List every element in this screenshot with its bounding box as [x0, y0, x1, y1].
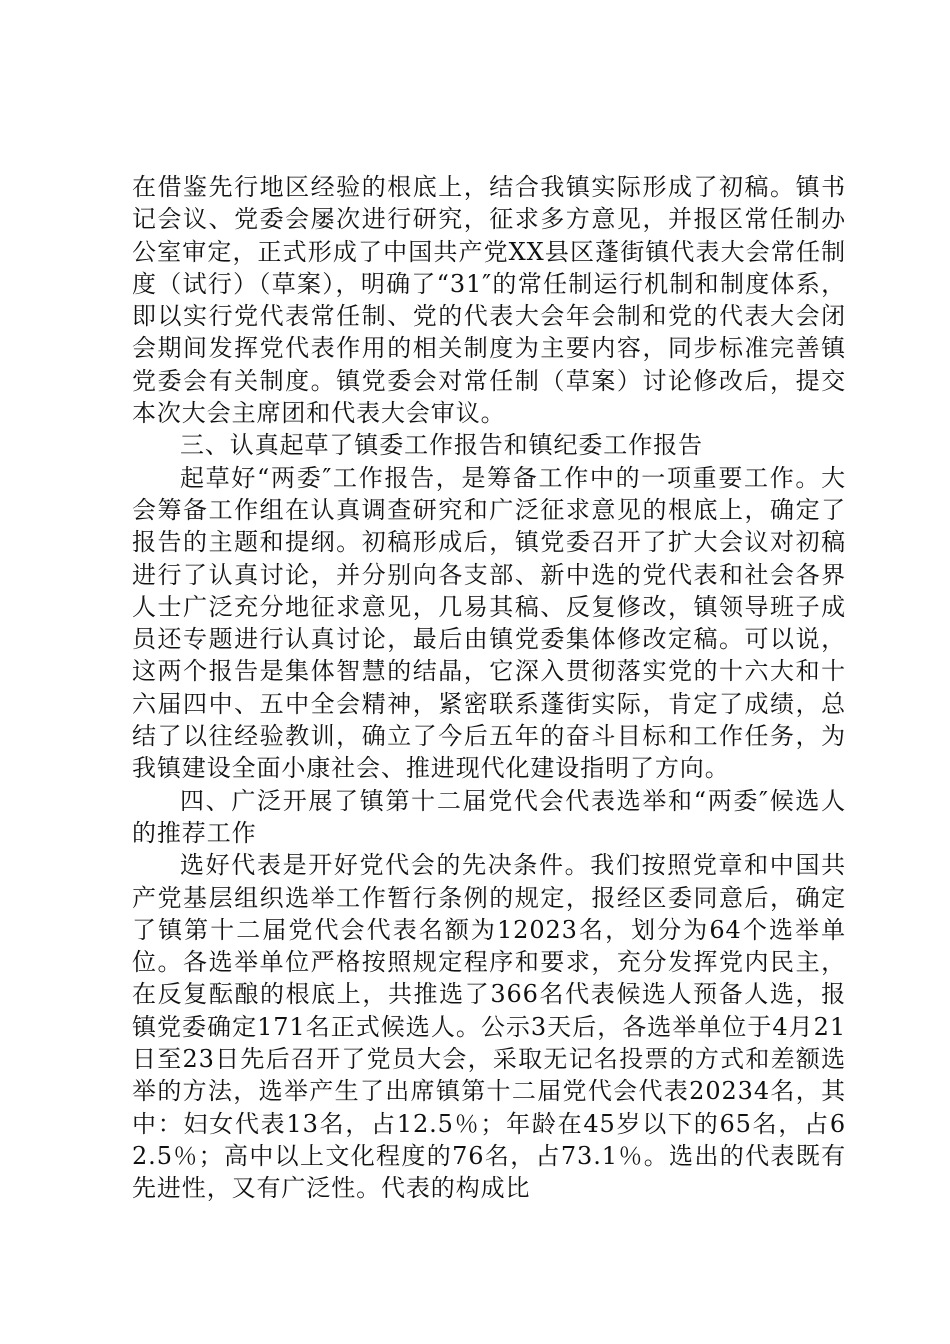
document-body: [132, 171, 846, 1205]
paragraph-work-report: 起草好“两委″工作报告，是筹备工作中的一项重要工作。大会筹备工作组在认真调查研究和广泛征求意见的根底上，确定了报告的主题和提纲。初稿形成后，镇党委召开了扩大会议对初稿进行了认真讨论，并分别向各支部、新中选的党代表和社会各界人士广泛充分地征求意见，几易其稿、反复修改，镇领导班子成员还专题进行认真讨论，最后由镇党委集体修改定稿。可以说，这两个报告是集体智慧的结晶，它深入贯彻落实党的十六大和十六届四中、五中全会精神，紧密联系蓬街实际，肯定了成绩，总结了以往经验教训，确立了今后五年的奋斗目标和工作任务，为我镇建设全面小康社会、推进现代化建设指明了方向。: [132, 463, 846, 783]
section-heading-four: 四、广泛开展了镇第十二届党代会代表选举和“两委″候选人的推荐工作: [132, 786, 846, 847]
paragraph-intro-continued: 在借鉴先行地区经验的根底上，结合我镇实际形成了初稿。镇书记会议、党委会屡次进行研究，征求多方意见，并报区常任制办公室审定，正式形成了中国共产党XX县区蓬街镇代表大会常任制度（试行）（草案），明确了“31″的常任制运行机制和制度体系，即以实行党代表常任制、党的代表大会年会制和党的代表大会闭会期间发挥党代表作用的相关制度为主要内容，同步标准完善镇党委会有关制度。镇党委会对常任制（草案）讨论修改后，提交本次大会主席团和代表大会审议。: [132, 173, 846, 428]
paragraph-delegate-election: 选好代表是开好党代会的先决条件。我们按照党章和中国共产党基层组织选举工作暂行条例的规定，报经区委同意后，确定了镇第十二届党代会代表名额为12023名，划分为64个选举单位。各选举单位严格按照规定程序和要求，充分发挥党内民主，在反复酝酿的根底上，共推选了366名代表候选人预备人选，报镇党委确定171名正式候选人。公示3天后，各选举单位于4月21日至23日先后召开了党员大会，采取无记名投票的方式和差额选举的方法，选举产生了出席镇第十二届党代会代表20234名，其中：妇女代表13名，占12.5％；年龄在45岁以下的65名，占62.5％；高中以上文化程度的76名，占73.1％。选出的代表既有先进性，又有广泛性。代表的构成比: [132, 851, 846, 1203]
section-heading-three: 三、认真起草了镇委工作报告和镇纪委工作报告: [180, 431, 703, 460]
